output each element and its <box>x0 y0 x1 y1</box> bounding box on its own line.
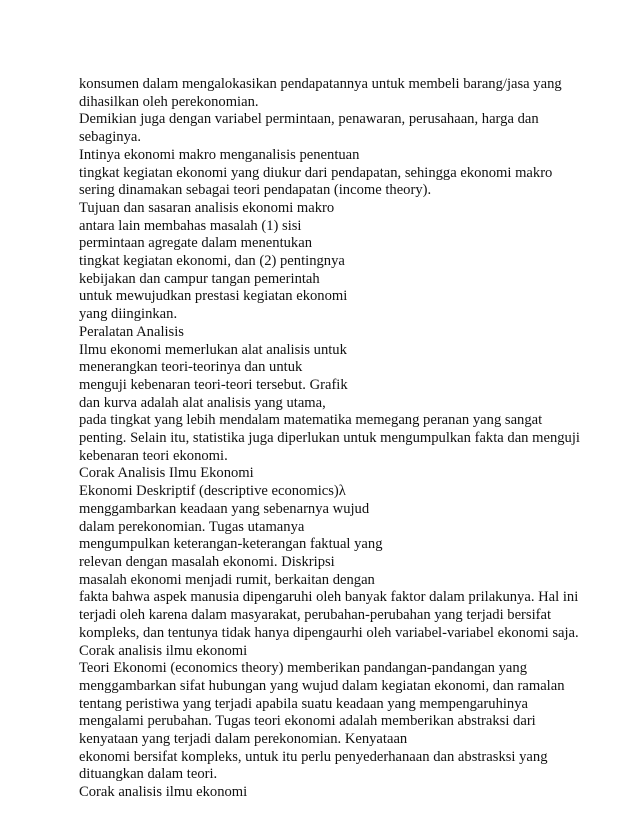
text-line: mengumpulkan keterangan-keterangan faktual yang <box>79 536 383 553</box>
text-line: dalam perekonomian. Tugas utamanya <box>79 518 305 535</box>
text-line: dihasilkan oleh perekonomian. <box>79 93 259 110</box>
text-line: kenyataan yang terjadi dalam perekonomian. Kenyataan <box>79 731 408 748</box>
text-line: yang diinginkan. <box>79 306 178 323</box>
text-line: Corak analisis ilmu ekonomi <box>79 784 248 801</box>
text-line: menggambarkan sifat hubungan yang wujud dalam kegiatan ekonomi, dan ramalan <box>79 677 565 694</box>
text-line: ekonomi bersifat kompleks, untuk itu perlu penyederhanaan dan abstrasksi yang <box>79 748 548 765</box>
text-line: kebijakan dan campur tangan pemerintah <box>79 270 320 287</box>
text-line: Tujuan dan sasaran analisis ekonomi makro <box>79 199 335 216</box>
text-line: pada tingkat yang lebih mendalam matematika memegang peranan yang sangat <box>79 412 543 429</box>
text-line: penting. Selain itu, statistika juga diperlukan untuk mengumpulkan fakta dan menguji <box>79 430 580 447</box>
text-line: Corak analisis ilmu ekonomi <box>79 642 248 659</box>
text-line: menerangkan teori-teorinya dan untuk <box>79 359 303 376</box>
text-line: konsumen dalam mengalokasikan pendapatannya untuk membeli barang/jasa yang <box>79 76 562 92</box>
text-line: Corak Analisis Ilmu Ekonomi <box>79 465 254 482</box>
text-line: fakta bahwa aspek manusia dipengaruhi oleh banyak faktor dalam prilakunya. Hal ini <box>79 589 579 606</box>
text-line: antara lain membahas masalah (1) sisi <box>79 217 302 234</box>
text-line: Intinya ekonomi makro menganalisis penentuan <box>79 146 360 163</box>
document-body <box>79 76 619 802</box>
text-line: terjadi oleh karena dalam masyarakat, perubahan-perubahan yang terjadi bersifat <box>79 607 552 624</box>
text-line: Teori Ekonomi (economics theory) memberikan pandangan-pandangan yang <box>79 660 527 677</box>
text-line: tingkat kegiatan ekonomi, dan (2) pentingnya <box>79 253 345 270</box>
text-line: sering dinamakan sebagai teori pendapatan (income theory). <box>79 182 432 199</box>
text-line: Peralatan Analisis <box>79 323 184 340</box>
text-line: tingkat kegiatan ekonomi yang diukur dari pendapatan, sehingga ekonomi makro <box>79 164 553 181</box>
text-line: kompleks, dan tentunya tidak hanya dipengaurhi oleh variabel-variabel ekonomi saja. <box>79 624 579 641</box>
text-line: relevan dengan masalah ekonomi. Diskripsi <box>79 553 335 570</box>
text-line: sebaginya. <box>79 129 142 146</box>
text-line: untuk mewujudkan prestasi kegiatan ekonomi <box>79 288 348 305</box>
text-line: tentang peristiwa yang terjadi apabila suatu keadaan yang mempengaruhinya <box>79 695 528 712</box>
text-line: menguji kebenaran teori-teori tersebut. Grafik <box>79 376 348 393</box>
text-line: Ekonomi Deskriptif (descriptive economics)λ <box>79 483 346 500</box>
text-line: Ilmu ekonomi memerlukan alat analisis untuk <box>79 341 347 358</box>
text-line: permintaan agregate dalam menentukan <box>79 235 312 252</box>
text-line: dan kurva adalah alat analisis yang utama, <box>79 394 326 411</box>
text-line: kebenaran teori ekonomi. <box>79 447 228 464</box>
text-line: mengalami perubahan. Tugas teori ekonomi adalah memberikan abstraksi dari <box>79 713 536 730</box>
text-line: masalah ekonomi menjadi rumit, berkaitan dengan <box>79 571 375 588</box>
text-line: dituangkan dalam teori. <box>79 766 218 783</box>
text-line: Demikian juga dengan variabel permintaan, penawaran, perusahaan, harga dan <box>79 111 539 128</box>
text-line: menggambarkan keadaan yang sebenarnya wujud <box>79 500 370 517</box>
